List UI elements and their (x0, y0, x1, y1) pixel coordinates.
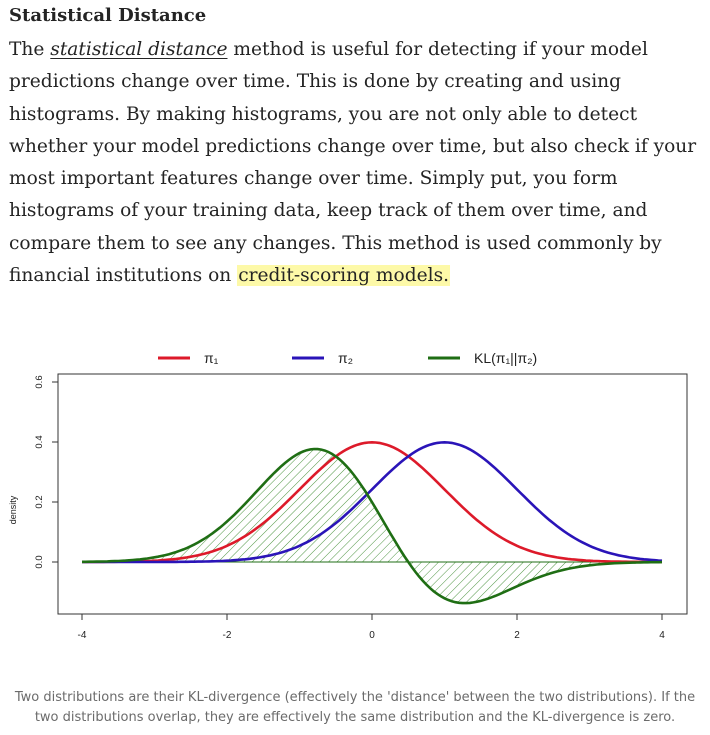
paragraph-text-start: The (9, 39, 51, 60)
body-paragraph (9, 34, 699, 292)
y-tick-label: 0.6 (34, 375, 45, 389)
x-tick-label: -2 (222, 630, 232, 641)
statistical-distance-link[interactable]: statistical distance (50, 39, 228, 60)
y-tick-label: 0.4 (34, 435, 45, 449)
x-tick-label: 2 (514, 630, 520, 641)
section-heading: Statistical Distance (9, 5, 207, 26)
y-tick-label: 0.0 (34, 555, 45, 569)
x-tick-label: 4 (659, 630, 665, 641)
x-tick-label: -4 (77, 630, 87, 641)
x-tick-label: 0 (369, 630, 375, 641)
plot-frame (58, 374, 687, 614)
legend-label: π₂ (338, 350, 354, 366)
legend-label: KL(π₁||π₂) (474, 350, 538, 366)
figure-caption: Two distributions are their KL-divergence (effectively the 'distance' between the two distributions). If the two distributions overlap, they are effectively the same distribution and the KL-divergence is zero. (14, 690, 696, 725)
paragraph-text-middle: method is useful for detecting if your model predictions change over time. This is done by creating and using histograms. By making histograms, you are not only able to detect whether your model predictions change over time, but also check if your most important features change over time. Simply put, you form histograms of your training data, keep track of them over time, and compare them to see any changes. This method is used commonly by financial institutions on (9, 39, 697, 287)
kl-hatched-area (82, 449, 662, 603)
highlighted-credit-scoring-text[interactable]: credit-scoring models. (238, 265, 450, 287)
kl-divergence-chart (0, 330, 710, 675)
y-tick-label: 0.2 (34, 495, 45, 509)
legend-label: π₁ (204, 350, 219, 366)
kl-divergence-figure (0, 330, 710, 675)
y-axis-label: density (8, 495, 18, 525)
